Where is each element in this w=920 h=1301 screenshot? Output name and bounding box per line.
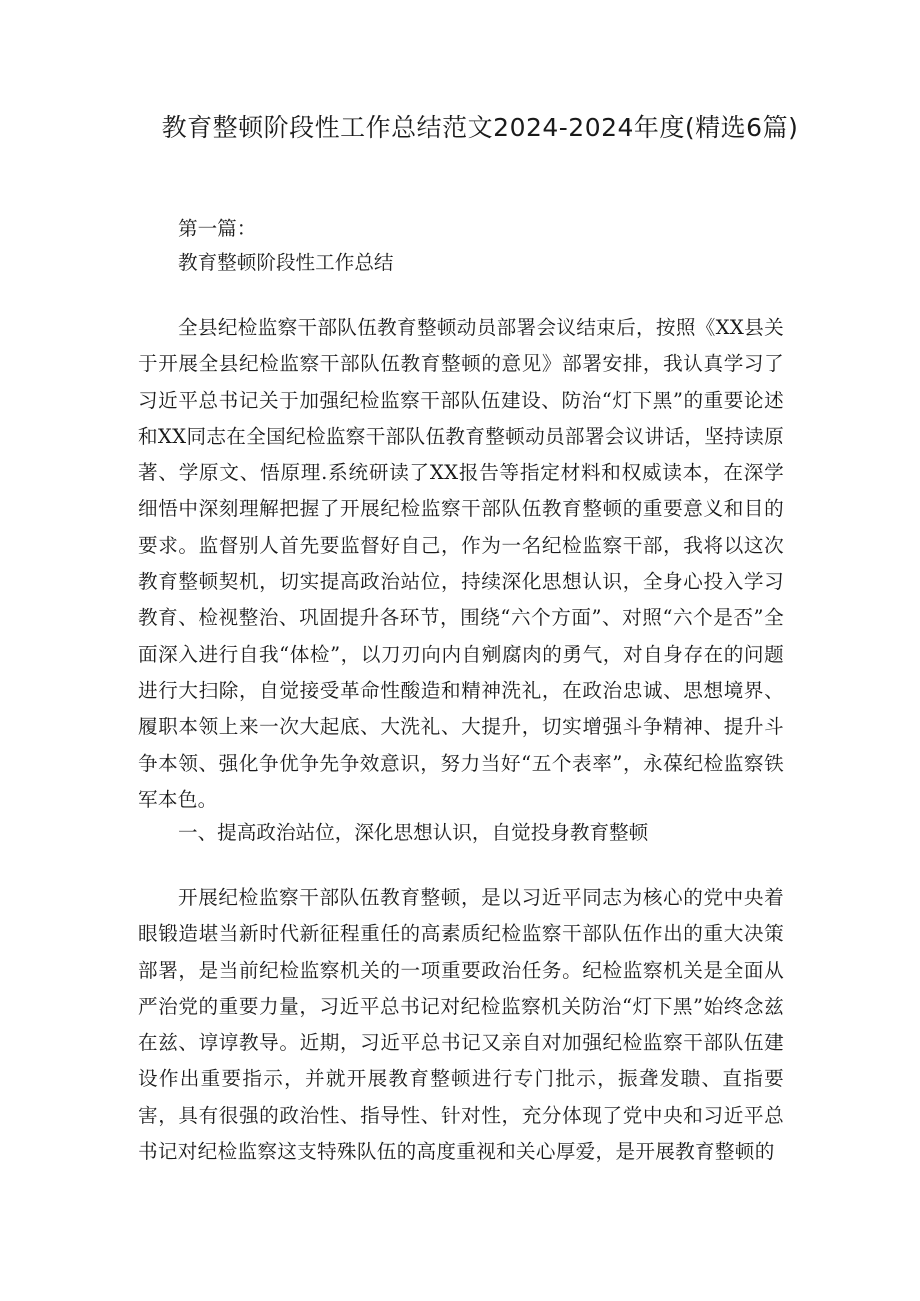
document-title: 教育整顿阶段性工作总结范文2024-2024年度(精选6篇) [161,113,799,142]
paragraph-2: 开展纪检监察干部队伍教育整顿，是以习近平同志为核心的党中央着眼锻造堪当新时代新征程重任的高素质纪检监察干部队伍作出的重大决策部署，是当前纪检监察机关的一项重要政治任务。纪检监察机关是全面从严治党的重要力量，习近平总书记对纪检监察机关防治“灯下黑”始终念兹在兹、谆谆教导。近期，习近平总书记又亲自对加强纪检监察干部队伍建设作出重要指示，并就开展教育整顿进行专门批示，振聋发聩、直指要害，具有很强的政治性、指导性、针对性，充分体现了党中央和习近平总书记对纪检监察这支特殊队伍的高度重视和关心厚爱，是开展教育整顿的 [138,886,784,1164]
section-heading-1: 一、提高政治站位，深化思想认识，自觉投身教育整顿 [178,821,649,844]
paragraph-1: 全县纪检监察干部队伍教育整顿动员部署会议结束后，按照《XX县关于开展全县纪检监察干部队伍教育整顿的意见》部署安排，我认真学习了习近平总书记关于加强纪检监察干部队伍建设、防治“灯下黑”的重要论述和XX同志在全国纪检监察干部队伍教育整顿动员部署会议讲话，坚持读原著、学原文、悟原理.系统研读了XX报告等指定材料和权威读本，在深学细悟中深刻理解把握了开展纪检监察干部队伍教育整顿的重要意义和目的要求。监督别人首先要监督好自己，作为一名纪检监察干部，我将以这次教育整顿契机，切实提高政治站位，持续深化思想认识，全身心投入学习教育、检视整治、巩固提升各环节，围绕“六个方面”、对照“六个是否”全面深入进行自我“体检”，以刀刃向内自剜腐肉的勇气，对自身存在的问题进行大扫除，自觉接受革命性酸造和精神洗礼，在政治忠诚、思想境界、履职本领上来一次大起底、大洗礼、大提升，切实增强斗争精神、提升斗争本领、强化争优争先争效意识，努力当好“五个表率”，永葆纪检监察铁军本色。 [138,316,784,811]
part-label: 第一篇： [178,217,257,240]
part-subtitle: 教育整顿阶段性工作总结 [178,251,394,274]
